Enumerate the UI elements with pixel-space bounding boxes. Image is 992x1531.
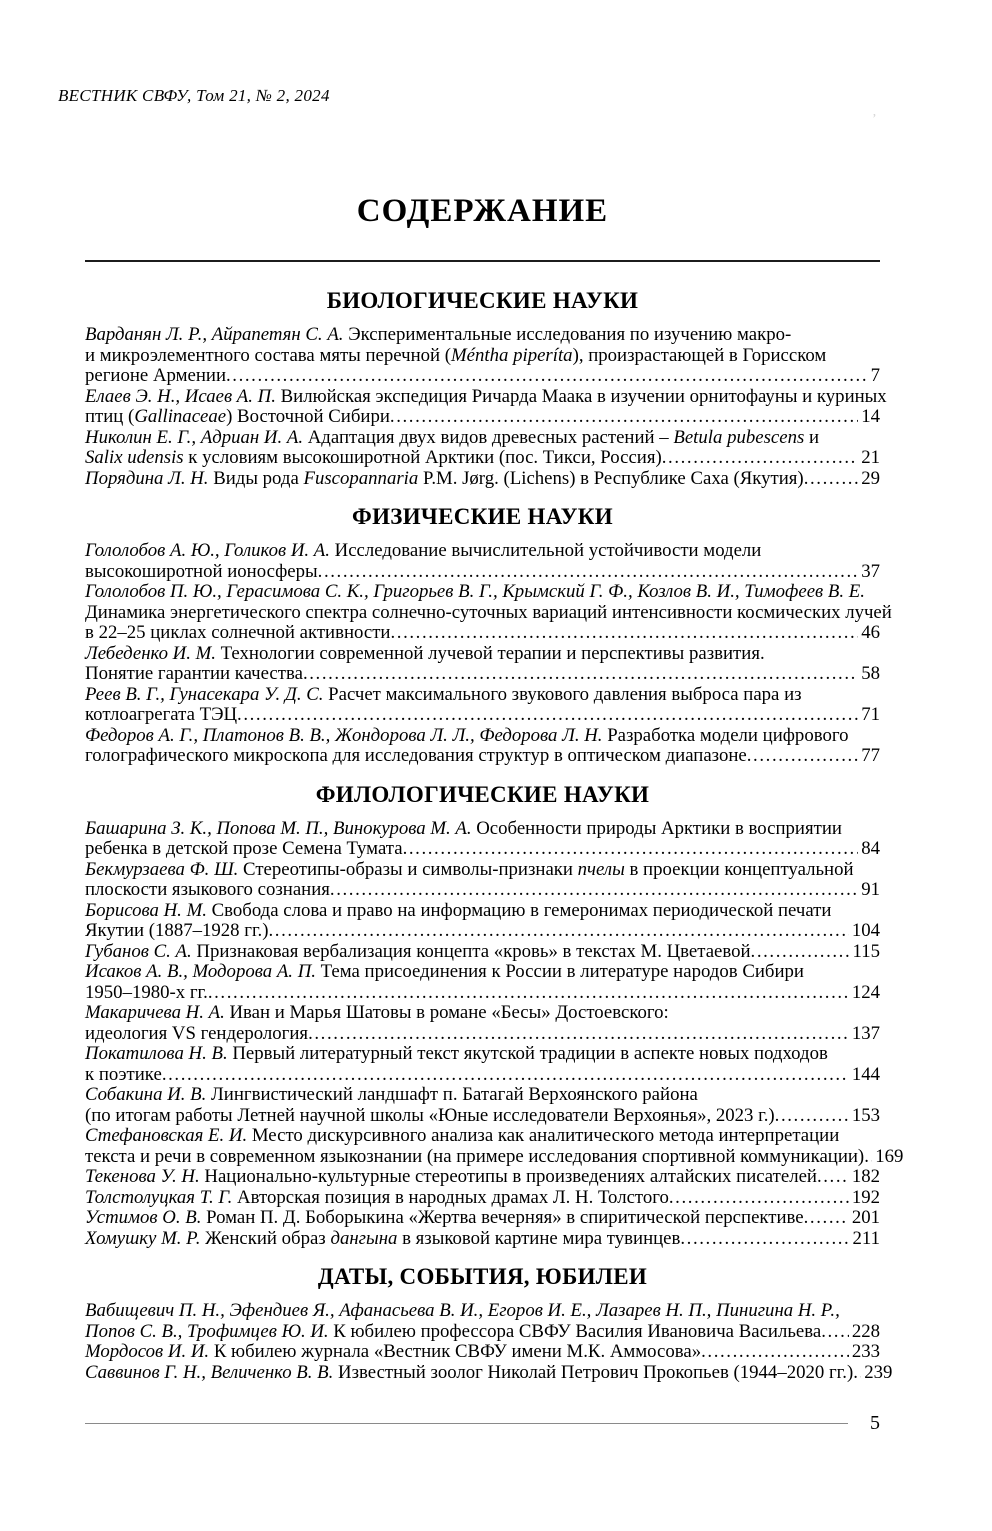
- toc-entry: [85, 726, 880, 767]
- toc-entry-line: [85, 582, 880, 603]
- entry-italic-text: Попов С. В., Трофимцев Ю. И.: [85, 1320, 329, 1342]
- toc-sections: [85, 288, 904, 1383]
- toc-entry-line: [85, 1229, 880, 1250]
- entry-page-number: 29: [861, 467, 880, 489]
- toc-entry-line: [85, 1106, 880, 1127]
- entry-page-number: 182: [851, 1166, 880, 1187]
- footer-page-number: 5: [870, 1412, 880, 1434]
- entry-page-number: 84: [861, 838, 880, 859]
- entry-page-number: 137: [851, 1022, 880, 1044]
- entry-page-number: 239: [864, 1361, 893, 1383]
- entry-italic-text: Хомушку М. Р.: [85, 1227, 201, 1249]
- toc-entry: [85, 581, 892, 644]
- toc-entry-line: [85, 901, 880, 922]
- entry-italic-text: Губанов С. А.: [85, 940, 192, 962]
- entry-page-number: 46: [861, 622, 880, 643]
- toc-entry: [85, 469, 880, 490]
- toc-entry-line: [85, 562, 880, 583]
- entry-text: Башарина З. К., Попова М. П., Винокурова М. А. Особенности природы Арктики в восприятии: [85, 817, 842, 839]
- entry-page-number: 91: [861, 879, 880, 900]
- toc-entry-line: [85, 1167, 880, 1188]
- entry-italic-text: Покатилова Н. В.: [85, 1043, 228, 1064]
- toc-entry: [85, 1167, 880, 1188]
- toc-entry-line: [85, 664, 880, 685]
- toc-entry: [85, 1229, 880, 1250]
- dot-leader: [853, 1363, 861, 1384]
- toc-entry-line: [85, 942, 880, 963]
- entry-text: Лебеденко И. М. Технологии современной лучевой терапии и перспективы развития.: [85, 642, 765, 664]
- dot-leader: [390, 407, 858, 428]
- entry-page-number: 192: [851, 1186, 880, 1208]
- entry-italic-text: Устимов О. В.: [85, 1207, 202, 1228]
- toc-entry-line: [85, 1301, 880, 1322]
- dot-leader: [226, 366, 868, 387]
- toc-entry-line: [85, 644, 880, 665]
- toc-content: [85, 0, 904, 1383]
- toc-entry: [85, 685, 880, 726]
- entry-italic-text: Гололобов П. Ю., Герасимова С. К., Григорьев В. Г., Крымский Г. Ф., Козлов В. И., Тимофеев В. Е.: [85, 581, 865, 602]
- toc-entry-line: [85, 366, 880, 387]
- toc-entry-line: [85, 428, 880, 449]
- toc-entry-line: [85, 325, 880, 346]
- entry-italic-text: Гололобов А. Ю., Голиков И. А.: [85, 540, 330, 561]
- section-heading: ФИЗИЧЕСКИЕ НАУКИ: [352, 504, 613, 529]
- entry-italic-text: Толстолуцкая Т. Г.: [85, 1186, 233, 1208]
- dot-leader: [747, 746, 858, 767]
- entry-text: (по итогам работы Летней научной школы «Юные исследователи Верхоянья», 2023 г.): [85, 1104, 775, 1126]
- toc-entry-line: [85, 983, 880, 1004]
- toc-entry-line: [85, 385, 887, 408]
- toc-entry-line: [85, 705, 880, 726]
- toc-entry: [85, 385, 887, 428]
- entry-italic-text: дангына: [330, 1227, 398, 1249]
- title-rule: [85, 260, 880, 262]
- dot-leader: [821, 1322, 849, 1343]
- entry-italic-text: Варданян Л. Р., Айрапетян С. А.: [85, 324, 344, 345]
- toc-entry-line: [85, 1085, 880, 1106]
- dot-leader: [751, 942, 850, 963]
- entry-text: Порядина Л. Н. Виды рода Fuscopannaria P.M. Jørg. (Lichens) в Республике Саха (Якутия): [85, 467, 804, 489]
- toc-entry-line: [85, 880, 880, 901]
- dot-leader: [330, 880, 858, 901]
- toc-entry-line: [85, 541, 880, 562]
- entry-text: и микроэлементного состава мяты перечной (Méntha piperíta), произрастающей в Горисском: [85, 344, 827, 366]
- entry-italic-text: Gallinaceae: [134, 406, 227, 427]
- toc-entry: [85, 962, 880, 1003]
- entry-text: Собакина И. В. Лингвистический ландшафт п. Батагай Верхоянского района: [85, 1084, 698, 1105]
- entry-text: Мордосов И. И. К юбилею журнала «Вестник СВФУ имени М.К. Аммосова»: [85, 1341, 702, 1362]
- toc-entry-line: [85, 1188, 880, 1209]
- toc-entry-line: [85, 839, 880, 860]
- toc-entry: [85, 1361, 893, 1384]
- entry-italic-text: Исаков А. В., Модорова А. П.: [85, 961, 316, 982]
- entry-page-number: 228: [851, 1320, 880, 1342]
- dot-leader: [701, 1342, 849, 1363]
- entry-italic-text: Реев В. Г., Гунасекара У. Д. С.: [85, 683, 324, 705]
- toc-entry: [85, 1208, 880, 1229]
- entry-text: высокоширотной ионосферы: [85, 560, 318, 582]
- entry-text: Динамика энергетического спектра солнечно-суточных вариаций интенсивности космических лучей: [85, 601, 892, 623]
- print-artifact: ’: [872, 112, 877, 127]
- toc-entry: [85, 1301, 880, 1342]
- entry-text: Губанов С. А. Признаковая вербализация концепта «кровь» в текстах М. Цветаевой: [85, 940, 751, 962]
- entry-page-number: 115: [852, 940, 880, 962]
- entry-italic-text: Fuscopannaria: [303, 467, 419, 489]
- toc-entry: [85, 819, 880, 860]
- dot-leader: [662, 448, 858, 469]
- entry-text: птиц (Gallinaceae) Восточной Сибири: [85, 406, 390, 427]
- entry-italic-text: Стефановская Е. И.: [85, 1125, 248, 1146]
- entry-text: Макаричева Н. А. Иван и Марья Шатовы в романе «Бесы» Достоевского:: [85, 1002, 669, 1023]
- entry-text: Стефановская Е. И. Место дискурсивного анализа как аналитического метода интерпретации: [85, 1125, 840, 1146]
- entry-text: плоскости языкового сознания: [85, 879, 330, 900]
- journal-header: ВЕСТНИК СВФУ, Том 21, № 2, 2024: [58, 86, 330, 105]
- toc-entry-line: [85, 1126, 880, 1147]
- toc-entry: [85, 541, 880, 582]
- entry-text: [85, 581, 865, 602]
- entry-text: Текенова У. Н. Национально-культурные стереотипы в произведениях алтайских писателей: [85, 1166, 817, 1187]
- toc-entry-line: [85, 1003, 880, 1024]
- entry-italic-text: Порядина Л. Н.: [85, 467, 209, 489]
- entry-italic-text: Méntha piperíta: [451, 344, 573, 366]
- entry-text: идеология VS гендерология: [85, 1022, 309, 1044]
- entry-italic-text: Борисова Н. М.: [85, 899, 207, 921]
- toc-entry: [85, 1342, 880, 1363]
- toc-entry-line: [85, 407, 880, 428]
- dot-leader: [237, 705, 858, 726]
- entry-text: текста и речи в современном языкознании (на примере исследования спортивной коммуникации): [85, 1145, 865, 1167]
- dot-leader: [268, 921, 848, 942]
- dot-leader: [308, 1024, 849, 1045]
- toc-entry-line: [85, 921, 880, 942]
- entry-page-number: 169: [875, 1145, 904, 1167]
- entry-page-number: 7: [870, 365, 880, 386]
- toc-entry-line: [85, 746, 880, 767]
- dot-leader: [162, 1065, 849, 1086]
- entry-text: [85, 1300, 840, 1321]
- entry-text: Устимов О. В. Роман П. Д. Боборыкина «Жертва вечерняя» в спиритической перспективе: [85, 1207, 804, 1228]
- toc-entry-line: [85, 1044, 880, 1065]
- entry-page-number: 71: [861, 704, 880, 725]
- entry-page-number: 211: [852, 1227, 880, 1249]
- entry-page-number: 153: [851, 1104, 880, 1126]
- dot-leader: [804, 469, 859, 490]
- toc-entry-line: [85, 1322, 880, 1343]
- toc-entry: [85, 901, 880, 942]
- entry-italic-text: Бекмурзаева Ф. Ш.: [85, 858, 239, 880]
- entry-italic-text: пчелы: [577, 858, 625, 880]
- toc-entry-line: [85, 726, 880, 747]
- entry-italic-text: Федоров А. Г., Платонов В. В., Жондорова Л. Л., Федорова Л. Н.: [85, 724, 603, 746]
- toc-entry-line: [85, 469, 880, 490]
- section-heading: ДАТЫ, СОБЫТИЯ, ЮБИЛЕИ: [317, 1264, 648, 1289]
- entry-text: Реев В. Г., Гунасекара У. Д. С. Расчет максимального звукового давления выброса пара из: [85, 683, 802, 705]
- dot-leader: [817, 1167, 849, 1188]
- entry-italic-text: Мордосов И. И.: [85, 1341, 210, 1362]
- entry-text: Гололобов А. Ю., Голиков И. А. Исследование вычислительной устойчивости модели: [85, 540, 762, 561]
- entry-page-number: 233: [851, 1341, 880, 1362]
- entry-page-number: 37: [861, 560, 880, 582]
- toc-entry: [85, 1003, 880, 1044]
- entry-italic-text: Текенова У. Н.: [85, 1166, 200, 1187]
- dot-leader: [390, 623, 858, 644]
- entry-text: Salix udensis к условиям высокоширотной Арктики (пос. Тикси, Россия): [85, 447, 662, 468]
- entry-page-number: 21: [861, 447, 880, 468]
- entry-text: Елаев Э. Н., Исаев А. П. Вилюйская экспедиция Ричарда Маака в изучении орнитофауны и куриных: [85, 385, 887, 407]
- entry-text: котлоагрегата ТЭЦ: [85, 704, 238, 725]
- toc-entry: [85, 1085, 880, 1126]
- entry-text: Саввинов Г. Н., Величенко В. В. Известный зоолог Николай Петрович Прокопьев (1944–2020 гг.): [85, 1361, 854, 1383]
- dot-leader: [669, 1188, 849, 1209]
- dot-leader: [680, 1229, 849, 1250]
- entry-italic-text: Вабищевич П. Н., Эфендиев Я., Афанасьева В. И., Егоров И. Е., Лазарев Н. П., Пинигина Н. Р.,: [85, 1300, 840, 1321]
- entry-text: ребенка в детской прозе Семена Тумата: [85, 838, 403, 859]
- toc-entry: [85, 644, 880, 685]
- entry-italic-text: Salix udensis: [85, 447, 184, 468]
- toc-entry-line: [85, 819, 880, 840]
- toc-entry: [85, 942, 880, 963]
- toc-entry-line: [85, 685, 880, 706]
- entry-page-number: 144: [851, 1063, 880, 1085]
- entry-page-number: 124: [851, 981, 880, 1003]
- entry-page-number: 58: [861, 663, 880, 684]
- entry-italic-text: Саввинов Г. Н., Величенко В. В.: [85, 1361, 334, 1383]
- entry-text: в 22–25 циклах солнечной активности: [85, 622, 391, 643]
- toc-entry: [85, 325, 880, 387]
- entry-italic-text: Собакина И. В.: [85, 1084, 207, 1105]
- entry-text: Толстолуцкая Т. Г. Авторская позиция в народных драмах Л. Н. Толстого: [85, 1186, 669, 1208]
- entry-text: Якутии (1887–1928 гг.): [85, 920, 269, 941]
- toc-entry-line: [85, 1024, 880, 1045]
- toc-entry-line: [85, 1361, 893, 1384]
- entry-text: Хомушку М. Р. Женский образ дангына в языковой картине мира тувинцев: [85, 1227, 681, 1249]
- page-title: СОДЕРЖАНИЕ: [356, 193, 609, 229]
- dot-leader: [318, 562, 859, 583]
- toc-entry: [85, 1044, 880, 1085]
- dot-leader: [804, 1208, 849, 1229]
- toc-entry: [85, 860, 880, 901]
- toc-entry-line: [85, 1208, 880, 1229]
- entry-italic-text: Макаричева Н. А.: [85, 1002, 225, 1023]
- entry-italic-text: Башарина З. К., Попова М. П., Винокурова М. А.: [85, 817, 472, 839]
- dot-leader: [864, 1147, 872, 1168]
- toc-entry-line: [85, 1342, 880, 1363]
- entry-italic-text: Елаев Э. Н., Исаев А. П.: [85, 385, 276, 407]
- section-heading: ФИЛОЛОГИЧЕСКИЕ НАУКИ: [315, 781, 650, 807]
- entry-italic-text: Николин Е. Г., Адриан И. А.: [85, 426, 304, 448]
- entry-text: к поэтике: [85, 1063, 162, 1085]
- entry-text: Николин Е. Г., Адриан И. А. Адаптация двух видов древесных растений – Betula pubescens и: [85, 426, 820, 448]
- entry-page-number: 77: [861, 745, 880, 766]
- toc-entry-line: [85, 860, 880, 881]
- toc-entry-line: [85, 346, 880, 367]
- entry-text: Борисова Н. М. Свобода слова и право на информацию в гемеронимах периодической печати: [85, 899, 832, 921]
- dot-leader: [403, 839, 859, 860]
- toc-entry-line: [85, 1065, 880, 1086]
- entry-text: Покатилова Н. В. Первый литературный текст якутской традиции в аспекте новых подходов: [85, 1043, 828, 1064]
- entry-page-number: 104: [851, 920, 880, 941]
- entry-text: 1950–1980-х гг.: [85, 981, 208, 1003]
- entry-text: Попов С. В., Трофимцев Ю. И. К юбилею профессора СВФУ Василия Ивановича Васильева: [85, 1320, 822, 1342]
- entry-page-number: 201: [851, 1207, 880, 1228]
- entry-italic-text: Betula pubescens: [673, 426, 805, 448]
- dot-leader: [208, 983, 849, 1004]
- toc-entry-line: [85, 962, 880, 983]
- dot-leader: [775, 1106, 849, 1127]
- section-heading: БИОЛОГИЧЕСКИЕ НАУКИ: [326, 288, 639, 313]
- footer-rule: [85, 1423, 848, 1424]
- page-footer: [85, 1412, 880, 1435]
- toc-entry-line: [85, 1145, 904, 1168]
- entry-text: регионе Армении: [85, 365, 226, 386]
- toc-entry: [85, 1188, 880, 1209]
- entry-text: Исаков А. В., Модорова А. П. Тема присоединения к России в литературе народов Сибири: [85, 961, 804, 982]
- entry-text: Понятие гарантии качества: [85, 663, 303, 684]
- entry-page-number: 14: [861, 406, 880, 427]
- toc-entry-line: [85, 623, 880, 644]
- entry-italic-text: Лебеденко И. М.: [85, 642, 216, 664]
- entry-text: Федоров А. Г., Платонов В. В., Жондорова Л. Л., Федорова Л. Н. Разработка модели цифрового: [85, 724, 849, 746]
- toc-entry-line: [85, 448, 880, 469]
- entry-text: голографического микроскопа для исследования структур в оптическом диапазоне: [85, 745, 747, 766]
- entry-text: Бекмурзаева Ф. Ш. Стереотипы-образы и символы-признаки пчелы в проекции концептуальной: [85, 858, 854, 880]
- entry-text: Варданян Л. Р., Айрапетян С. А. Экспериментальные исследования по изучению макро-: [85, 324, 792, 345]
- toc-entry: [85, 1125, 904, 1167]
- dot-leader: [303, 664, 858, 685]
- toc-entry: [85, 428, 880, 469]
- toc-entry-line: [85, 601, 892, 624]
